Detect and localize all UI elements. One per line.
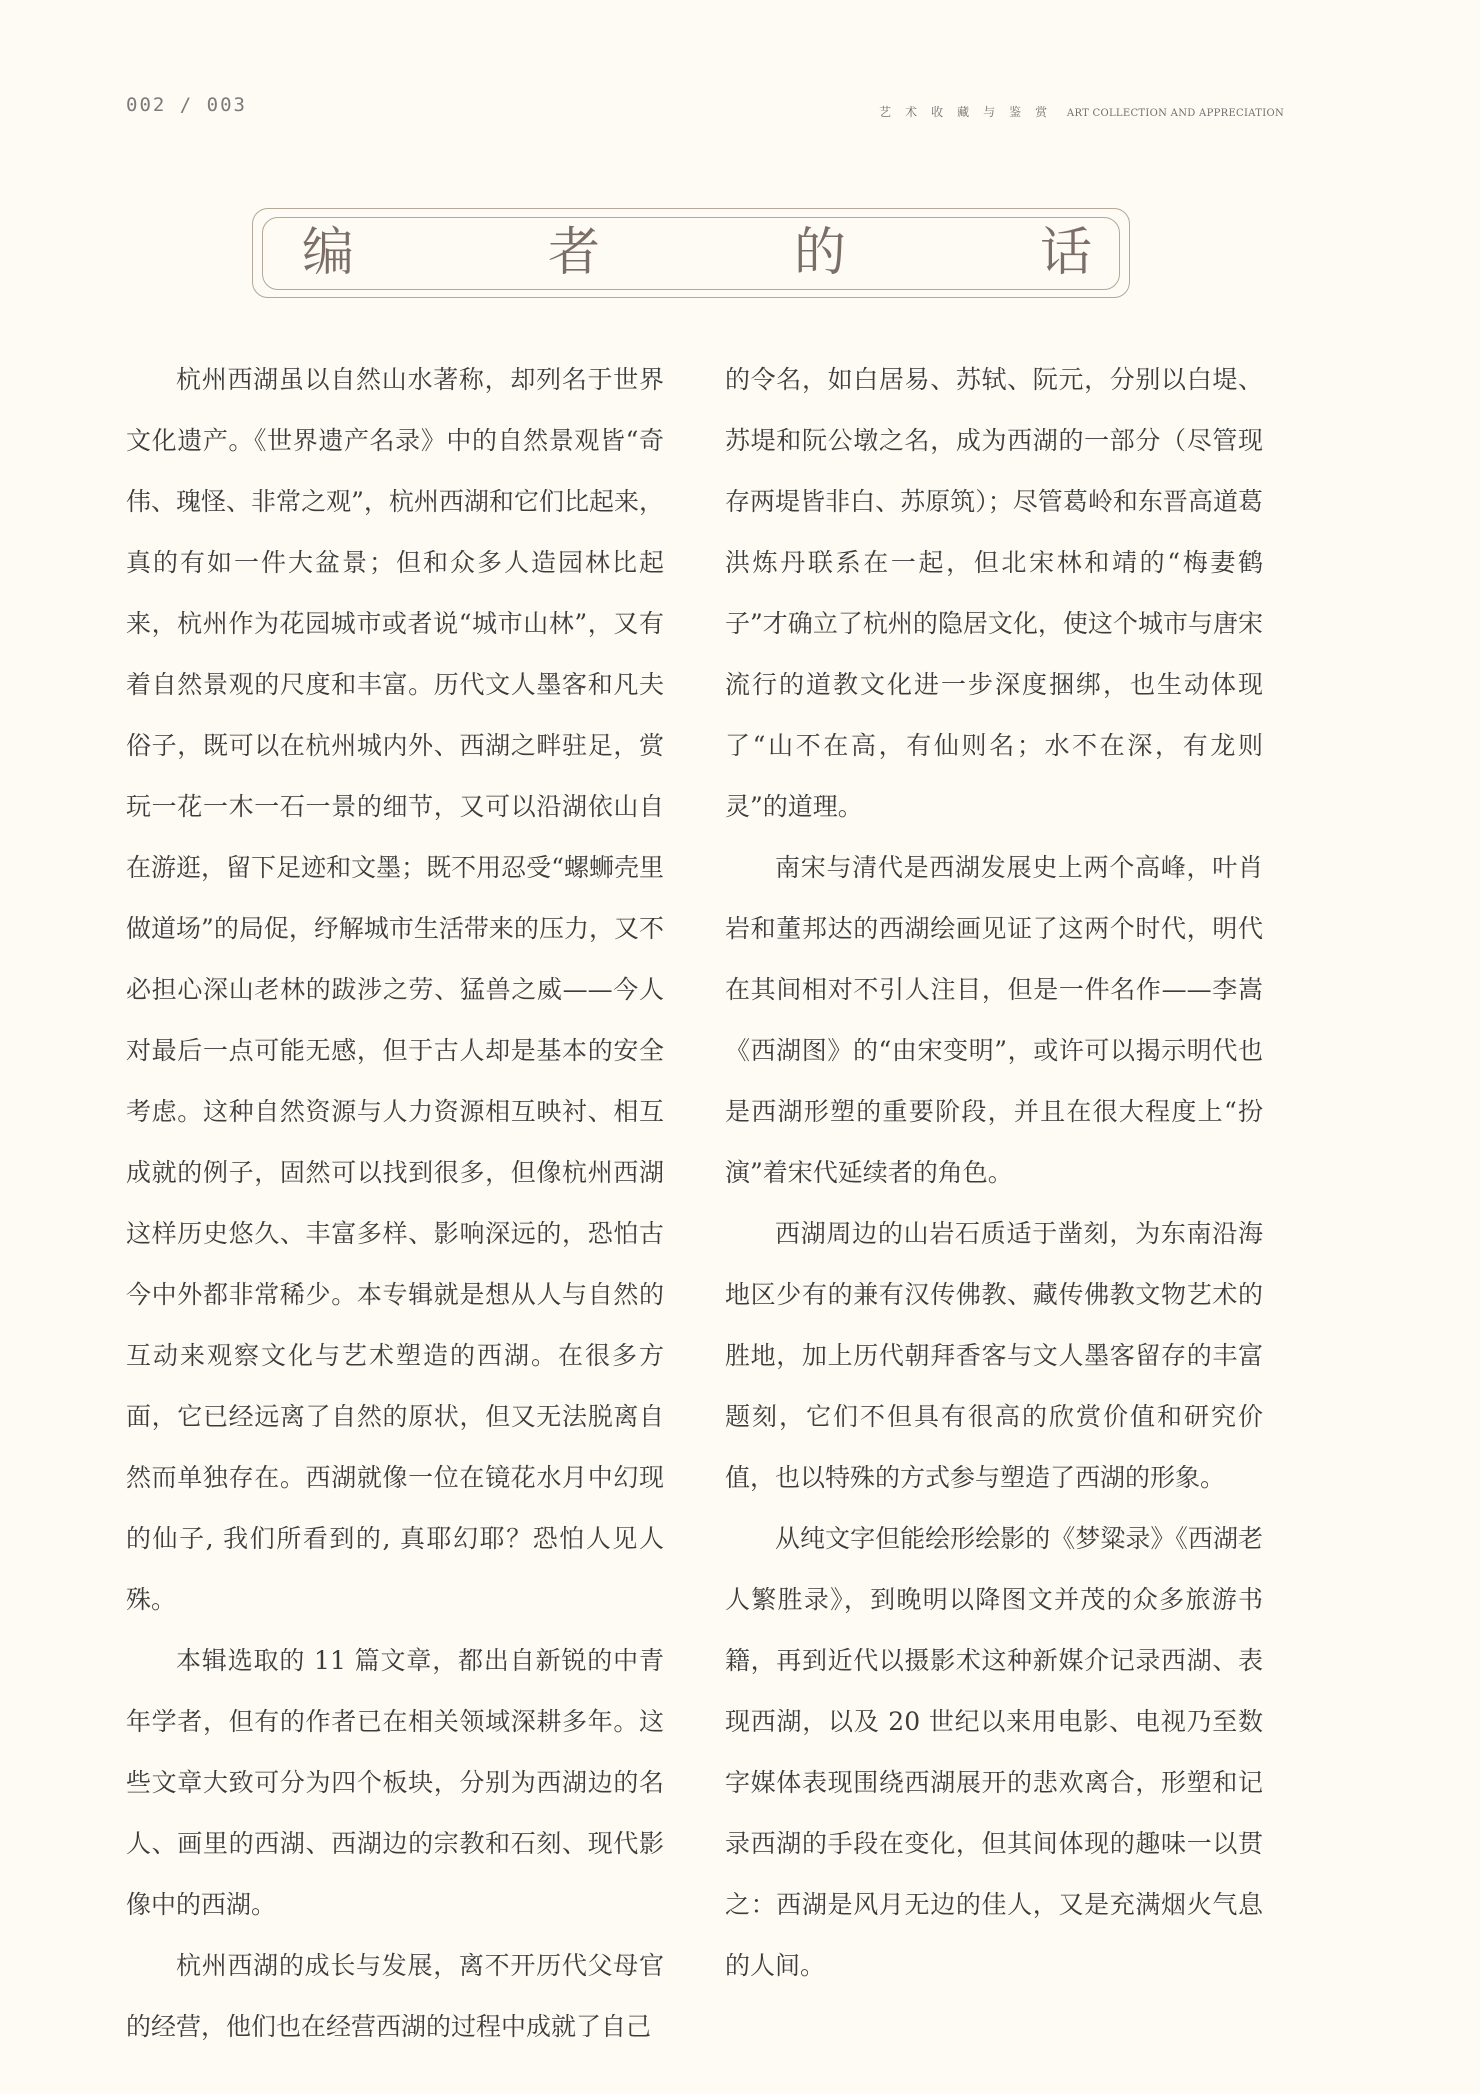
paragraph: 西湖周边的山岩石质适于凿刻，为东南沿海地区少有的兼有汉传佛教、藏传佛教文物艺术的胜地，加上历代朝拜香客与文人墨客留存的丰富题刻，它们不但具有很高的欣赏价值和研究价值，也以特殊的方式参与塑造了西湖的形象。	[725, 1219, 1263, 1492]
paragraph: 本辑选取的 11 篇文章，都出自新锐的中青年学者，但有的作者已在相关领域深耕多年。这些文章大致可分为四个板块，分别为西湖边的名人、画里的西湖、西湖边的宗教和石刻、现代影像中的西湖。	[126, 1646, 664, 1919]
page-title	[302, 224, 1092, 282]
paragraph-continued: 的令名，如白居易、苏轼、阮元，分别以白堤、苏堤和阮公墩之名，成为西湖的一部分（尽管现存两堤皆非白、苏原筑）；尽管葛岭和东晋高道葛洪炼丹联系在一起，但北宋林和靖的“梅妻鹤子”才确立了杭州的隐居文化，使这个城市与唐宋流行的道教文化进一步深度捆绑，也生动体现了“山不在高，有仙则名；水不在深，有龙则灵”的道理。	[725, 365, 1263, 821]
page-number: 002 / 003	[126, 94, 247, 116]
title-box	[252, 208, 1130, 298]
left-column	[126, 349, 664, 2057]
title-char: 的	[793, 223, 846, 283]
running-head	[879, 103, 1284, 120]
journal-title-cn: 艺术收藏与鉴赏	[879, 105, 1062, 119]
paragraph: 杭州西湖的成长与发展，离不开历代父母官的经营，他们也在经营西湖的过程中成就了自己	[126, 1951, 664, 2041]
journal-title-en: ART COLLECTION AND APPRECIATION	[1066, 108, 1284, 119]
title-char: 话	[1039, 223, 1092, 283]
paragraph: 杭州西湖虽以自然山水著称，却列名于世界文化遗产。《世界遗产名录》中的自然景观皆“奇伟、瑰怪、非常之观”，杭州西湖和它们比起来，真的有如一件大盆景；但和众多人造园林比起来，杭州作为花园城市或者说“城市山林”，又有着自然景观的尺度和丰富。历代文人墨客和凡夫俗子，既可以在杭州城内外、西湖之畔驻足，赏玩一花一木一石一景的细节，又可以沿湖依山自在游逛，留下足迹和文墨；既不用忍受“螺蛳壳里做道场”的局促，纾解城市生活带来的压力，又不必担心深山老林的跋涉之劳、猛兽之威——今人对最后一点可能无感，但于古人却是基本的安全考虑。这种自然资源与人力资源相互映衬、相互成就的例子，固然可以找到很多，但像杭州西湖这样历史悠久、丰富多样、影响深远的，恐怕古今中外都非常稀少。本专辑就是想从人与自然的互动来观察文化与艺术塑造的西湖。在很多方面，它已经远离了自然的原状，但又无法脱离自然而单独存在。西湖就像一位在镜花水月中幻现的仙子, 我们所看到的, 真耶幻耶？恐怕人见人殊。	[126, 365, 664, 1614]
paragraph: 南宋与清代是西湖发展史上两个高峰，叶肖岩和董邦达的西湖绘画见证了这两个时代，明代在其间相对不引人注目，但是一件名作——李嵩《西湖图》的“由宋变明”，或许可以揭示明代也是西湖形塑的重要阶段，并且在很大程度上“扮演”着宋代延续者的角色。	[725, 853, 1263, 1187]
title-char: 编	[302, 223, 355, 283]
title-char: 者	[547, 223, 600, 283]
paragraph: 从纯文字但能绘形绘影的《梦粱录》《西湖老人繁胜录》，到晚明以降图文并茂的众多旅游书籍，再到近代以摄影术这种新媒介记录西湖、表现西湖，以及 20 世纪以来用电影、电视乃至数字媒体表现围绕西湖展开的悲欢离合，形塑和记录西湖的手段在变化，但其间体现的趣味一以贯之：西湖是风月无边的佳人，又是充满烟火气息的人间。	[725, 1524, 1263, 1980]
right-column	[725, 349, 1263, 1996]
